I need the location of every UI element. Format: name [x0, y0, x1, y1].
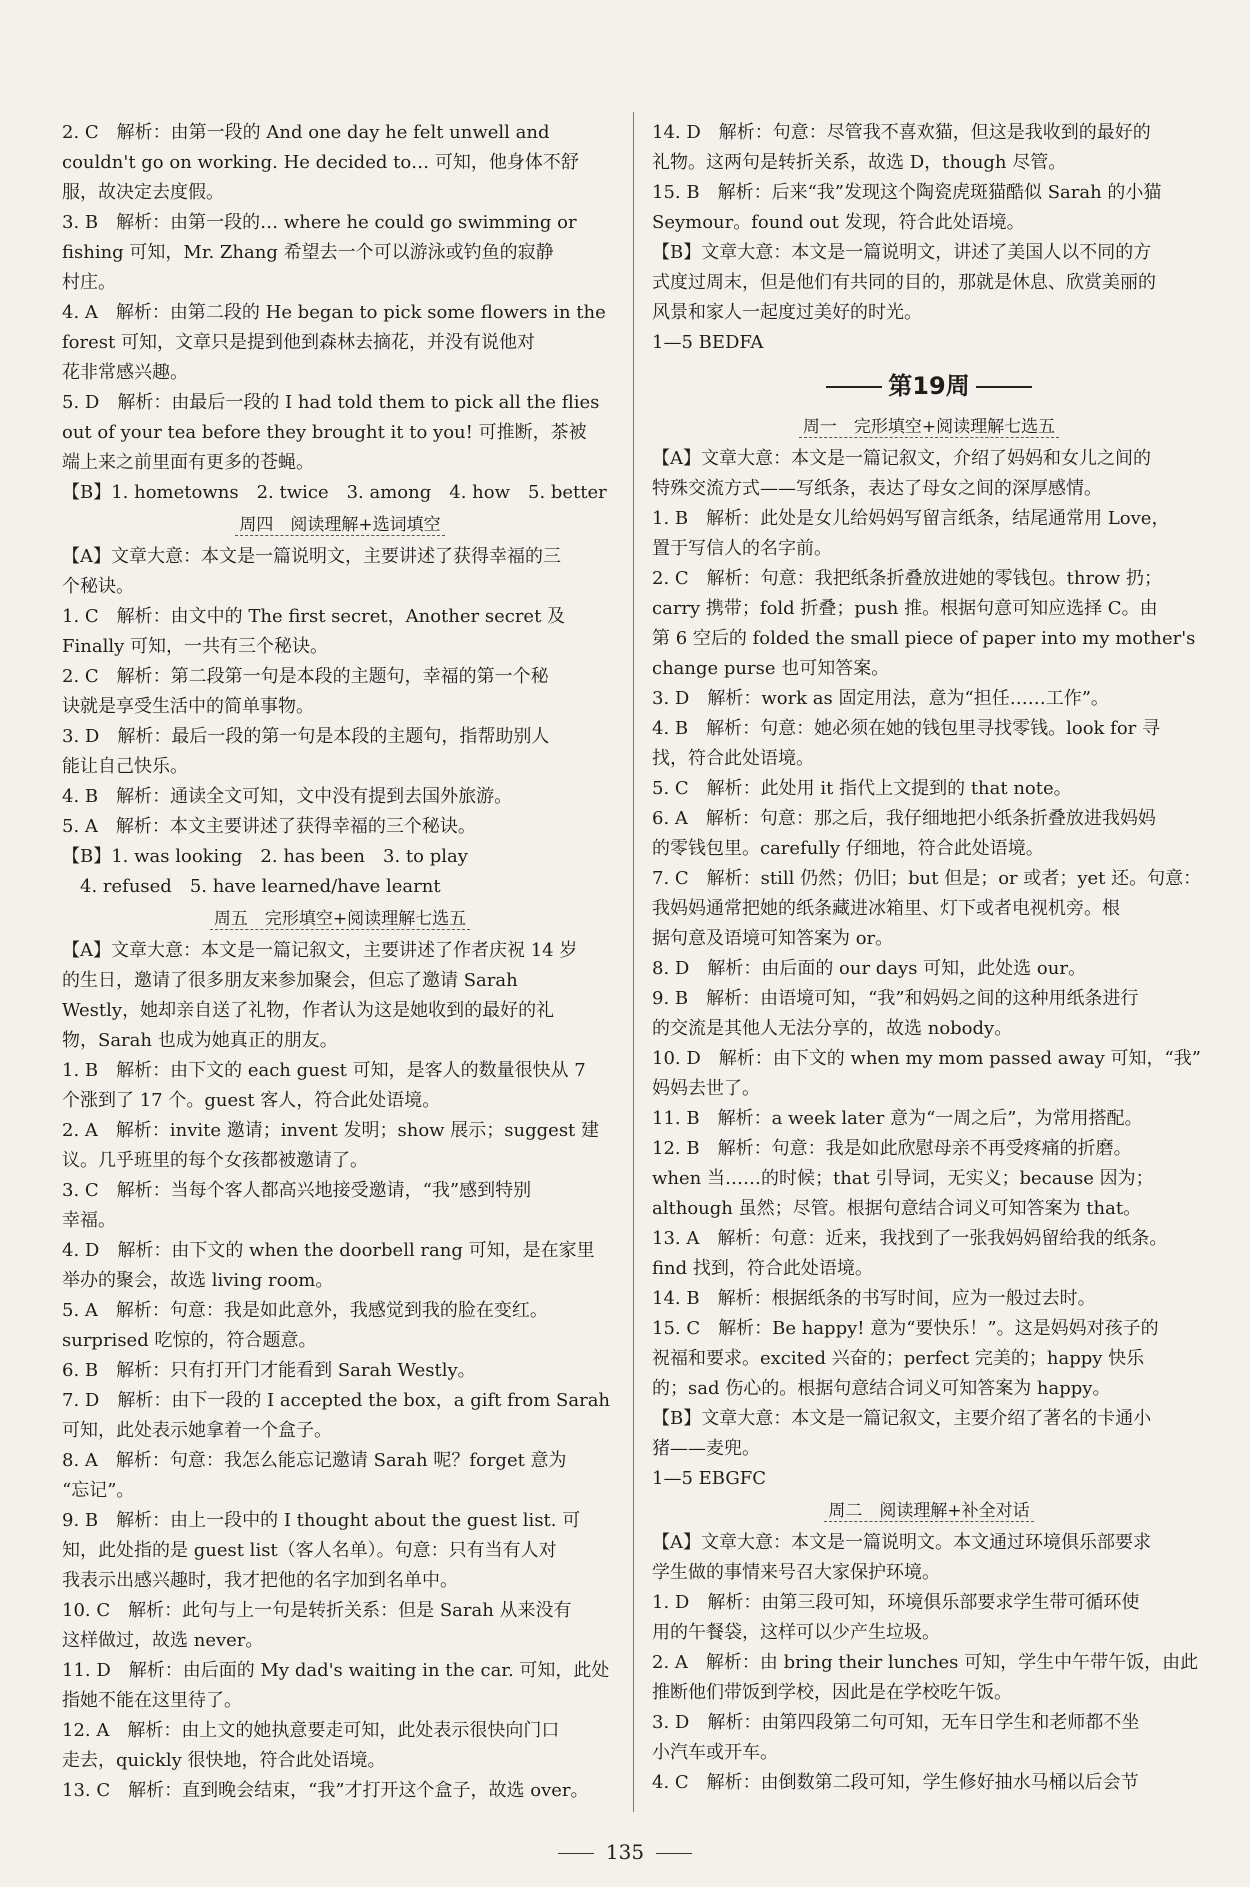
left-column: [62, 118, 618, 1806]
answer-line: when 当……的时候；that 引导词，无实义；because 因为；: [652, 1168, 1154, 1189]
answer-line: Westly，她却亲自送了礼物，作者认为这是她收到的最好的礼: [62, 1000, 555, 1021]
answer-line: 第 6 空后的 folded the small piece of paper into my mother's: [652, 628, 1196, 649]
answer-line: “忘记”。: [62, 1480, 135, 1501]
answer-line: 3. C 解析：当每个客人都高兴地接受邀请，“我”感到特别: [62, 1180, 532, 1201]
answer-line: 祝福和要求。excited 兴奋的；perfect 完美的；happy 快乐: [652, 1348, 1145, 1369]
answer-line: 9. B 解析：由语境可知，“我”和妈妈之间的这种用纸条进行: [652, 988, 1139, 1009]
answer-line: 的零钱包里。carefully 仔细地，符合此处语境。: [652, 838, 1044, 859]
answer-line: couldn't go on working. He decided to… 可知，他身体不舒: [62, 152, 579, 173]
answer-line: 礼物。这两句是转折关系，故选 D，though 尽管。: [652, 152, 1067, 173]
answer-line: 1—5 BEDFA: [652, 332, 764, 353]
answer-line: find 找到，符合此处语境。: [652, 1258, 873, 1279]
week-heading-rule: [826, 386, 882, 388]
answer-line: 1. C 解析：由文中的 The first secret，Another secret 及: [62, 606, 566, 627]
answer-line: 据句意及语境可知答案为 or。: [652, 928, 894, 949]
answer-line: 4. C 解析：由倒数第二段可知，学生修好抽水马桶以后会节: [652, 1772, 1139, 1793]
section-heading: [652, 412, 1206, 442]
answer-line: 议。几乎班里的每个女孩都被邀请了。: [62, 1150, 368, 1171]
week-heading-rule: [976, 386, 1032, 388]
answer-line: 妈妈去世了。: [652, 1078, 760, 1099]
week-heading: [652, 366, 1206, 406]
answer-line: 村庄。: [62, 272, 116, 293]
answer-line: 举办的聚会，故选 living room。: [62, 1270, 334, 1291]
answer-line: 13. A 解析：句意：近来，我找到了一张我妈妈留给我的纸条。: [652, 1228, 1168, 1249]
answer-line: 走去，quickly 很快地，符合此处语境。: [62, 1750, 386, 1771]
answer-line: 8. A 解析：句意：我怎么能忘记邀请 Sarah 呢？forget 意为: [62, 1450, 567, 1471]
section-heading: [62, 510, 618, 540]
answer-line: 7. D 解析：由下一段的 I accepted the box，a gift from Sarah: [62, 1390, 611, 1411]
answer-line: 9. B 解析：由上一段中的 I thought about the guest list. 可: [62, 1510, 581, 1531]
week-heading-text: 第19周: [888, 372, 970, 400]
page-number: [0, 1840, 1250, 1864]
answer-line: 14. B 解析：根据纸条的书写时间，应为一般过去时。: [652, 1288, 1096, 1309]
answer-line: 小汽车或开车。: [652, 1742, 778, 1763]
answer-line: fishing 可知，Mr. Zhang 希望去一个可以游泳或钓鱼的寂静: [62, 242, 554, 263]
answer-line: 11. B 解析：a week later 意为“一周之后”，为常用搭配。: [652, 1108, 1143, 1129]
answer-line: 5. D 解析：由最后一段的 I had told them to pick all the flies: [62, 392, 600, 413]
answer-line: 3. D 解析：由第四段第二句可知，无车日学生和老师都不坐: [652, 1712, 1140, 1733]
answer-line: 2. A 解析：由 bring their lunches 可知，学生中午带午饭，由此: [652, 1652, 1199, 1673]
answer-line: 12. B 解析：句意：我是如此欣慰母亲不再受疼痛的折磨。: [652, 1138, 1132, 1159]
answer-line: 2. A 解析：invite 邀请；invent 发明；show 展示；suggest 建: [62, 1120, 600, 1141]
answer-line: 1. D 解析：由第三段可知，环境俱乐部要求学生带可循环使: [652, 1592, 1140, 1613]
answer-line: 【A】文章大意：本文是一篇记叙文，介绍了妈妈和女儿之间的: [652, 448, 1151, 469]
answer-line: 幸福。: [62, 1210, 116, 1231]
answer-line: 11. D 解析：由后面的 My dad's waiting in the car. 可知，此处: [62, 1660, 610, 1681]
answer-line: 个秘诀。: [62, 576, 134, 597]
answer-line: 风景和家人一起度过美好的时光。: [652, 302, 922, 323]
answer-line: 服，故决定去度假。: [62, 182, 224, 203]
answer-line: 3. B 解析：由第一段的… where he could go swimming or: [62, 212, 577, 233]
answer-line: 4. B 解析：通读全文可知，文中没有提到去国外旅游。: [62, 786, 513, 807]
answer-line: 推断他们带饭到学校，因此是在学校吃午饭。: [652, 1682, 1012, 1703]
answer-line: 用的午餐袋，这样可以少产生垃圾。: [652, 1622, 940, 1643]
answer-line: forest 可知，文章只是提到他到森林去摘花，并没有说他对: [62, 332, 535, 353]
answer-line: 能让自己快乐。: [62, 756, 188, 777]
answer-line: 12. A 解析：由上文的她执意要走可知，此处表示很快向门口: [62, 1720, 560, 1741]
answer-line: 特殊交流方式——写纸条，表达了母女之间的深厚感情。: [652, 478, 1102, 499]
answer-line: Finally 可知，一共有三个秘诀。: [62, 636, 328, 657]
section-heading-text: 周二 阅读理解+补全对话: [824, 1501, 1033, 1522]
right-column: [652, 118, 1206, 1798]
answer-line: 15. B 解析：后来“我”发现这个陶瓷虎斑猫酷似 Sarah 的小猫: [652, 182, 1162, 203]
answer-line: 8. D 解析：由后面的 our days 可知，此处选 our。: [652, 958, 1086, 979]
answer-line: 找，符合此处语境。: [652, 748, 814, 769]
answer-line: 猪——麦兜。: [652, 1438, 760, 1459]
page-number-right-dash: [656, 1853, 692, 1854]
answer-line: 1. B 解析：由下文的 each guest 可知，是客人的数量很快从 7: [62, 1060, 586, 1081]
answer-line: 的生日，邀请了很多朋友来参加聚会，但忘了邀请 Sarah: [62, 970, 518, 991]
answer-line: 学生做的事情来号召大家保护环境。: [652, 1562, 940, 1583]
answer-line: 【A】文章大意：本文是一篇说明文。本文通过环境俱乐部要求: [652, 1532, 1151, 1553]
answer-line: 【B】文章大意：本文是一篇说明文，讲述了美国人以不同的方: [652, 242, 1152, 263]
section-heading-text: 周一 完形填空+阅读理解七选五: [799, 417, 1059, 438]
section-heading-text: 周四 阅读理解+选词填空: [235, 515, 444, 536]
answer-line: 4. D 解析：由下文的 when the doorbell rang 可知，是在家里: [62, 1240, 595, 1261]
answer-line: 【A】文章大意：本文是一篇说明文，主要讲述了获得幸福的三: [62, 546, 561, 567]
answer-line: 【B】文章大意：本文是一篇记叙文，主要介绍了著名的卡通小: [652, 1408, 1152, 1429]
answer-line: 6. A 解析：句意：那之后，我仔细地把小纸条折叠放进我妈妈: [652, 808, 1156, 829]
answer-line: change purse 也可知答案。: [652, 658, 890, 679]
answer-line: 10. C 解析：此句与上一句是转折关系：但是 Sarah 从来没有: [62, 1600, 572, 1621]
answer-line: 1—5 EBGFC: [652, 1468, 766, 1489]
answer-line: 可知，此处表示她拿着一个盒子。: [62, 1420, 332, 1441]
answer-line: surprised 吃惊的，符合题意。: [62, 1330, 317, 1351]
answer-line: 4. A 解析：由第二段的 He began to pick some flowers in the: [62, 302, 606, 323]
answer-line: 3. D 解析：最后一段的第一句是本段的主题句，指帮助别人: [62, 726, 550, 747]
answer-line: 的交流是其他人无法分享的，故选 nobody。: [652, 1018, 1013, 1039]
answer-line: 【A】文章大意：本文是一篇记叙文，主要讲述了作者庆祝 14 岁: [62, 940, 578, 961]
answer-line: Seymour。found out 发现，符合此处语境。: [652, 212, 1025, 233]
answer-line: 的；sad 伤心的。根据句意结合词义可知答案为 happy。: [652, 1378, 1111, 1399]
answer-line: 15. C 解析：Be happy! 意为“要快乐！”。这是妈妈对孩子的: [652, 1318, 1159, 1339]
answer-line: 我表示出感兴趣时，我才把他的名字加到名单中。: [62, 1570, 458, 1591]
answer-line: 2. C 解析：句意：我把纸条折叠放进她的零钱包。throw 扔；: [652, 568, 1163, 589]
section-heading: [652, 1496, 1206, 1526]
answer-line: 4. refused 5. have learned/have learnt: [62, 876, 441, 897]
answer-line: 指她不能在这里待了。: [62, 1690, 242, 1711]
answer-line: 1. B 解析：此处是女儿给妈妈写留言纸条，结尾通常用 Love，: [652, 508, 1170, 529]
answer-line: 端上来之前里面有更多的苍蝇。: [62, 452, 314, 473]
answer-line: 2. C 解析：由第一段的 And one day he felt unwell and: [62, 122, 550, 143]
answer-line: 个涨到了 17 个。guest 客人，符合此处语境。: [62, 1090, 441, 1111]
answer-line: 5. A 解析：句意：我是如此意外，我感觉到我的脸在变红。: [62, 1300, 548, 1321]
column-divider: [633, 112, 634, 1812]
answer-line: 7. C 解析：still 仍然；仍旧；but 但是；or 或者；yet 还。句意：: [652, 868, 1202, 889]
answer-line: 我妈妈通常把她的纸条藏进冰箱里、灯下或者电视机旁。根: [652, 898, 1120, 919]
answer-line: 置于写信人的名字前。: [652, 538, 832, 559]
answer-line: 式度过周末，但是他们有共同的目的，那就是休息、欣赏美丽的: [652, 272, 1156, 293]
answer-line: out of your tea before they brought it to you! 可推断，茶被: [62, 422, 587, 443]
answer-line: 6. B 解析：只有打开门才能看到 Sarah Westly。: [62, 1360, 476, 1381]
answer-line: 14. D 解析：句意：尽管我不喜欢猫，但这是我收到的最好的: [652, 122, 1151, 143]
answer-line: 诀就是享受生活中的简单事物。: [62, 696, 314, 717]
answer-line: 花非常感兴趣。: [62, 362, 188, 383]
answer-line: 【B】1. was looking 2. has been 3. to play: [62, 846, 468, 867]
answer-line: 2. C 解析：第二段第一句是本段的主题句，幸福的第一个秘: [62, 666, 549, 687]
page-number-text: 135: [605, 1840, 645, 1864]
answer-line: 10. D 解析：由下文的 when my mom passed away 可知，“我”: [652, 1048, 1201, 1069]
answer-line: 3. D 解析：work as 固定用法，意为“担任……工作”。: [652, 688, 1109, 709]
answer-line: 4. B 解析：句意：她必须在她的钱包里寻找零钱。look for 寻: [652, 718, 1161, 739]
answer-line: although 虽然；尽管。根据句意结合词义可知答案为 that。: [652, 1198, 1142, 1219]
answer-line: 【B】1. hometowns 2. twice 3. among 4. how 5. better: [62, 482, 607, 503]
answer-line: 知，此处指的是 guest list（客人名单）。句意：只有当有人对: [62, 1540, 557, 1561]
answer-line: 5. C 解析：此处用 it 指代上文提到的 that note。: [652, 778, 1072, 799]
section-heading: [62, 904, 618, 934]
answer-line: carry 携带；fold 折叠；push 推。根据句意可知应选择 C。由: [652, 598, 1158, 619]
section-heading-text: 周五 完形填空+阅读理解七选五: [210, 909, 470, 930]
answer-line: 13. C 解析：直到晚会结束，“我”才打开这个盒子，故选 over。: [62, 1780, 589, 1801]
answer-line: 这样做过，故选 never。: [62, 1630, 264, 1651]
answer-line: 5. A 解析：本文主要讲述了获得幸福的三个秘诀。: [62, 816, 476, 837]
answer-line: 物，Sarah 也成为她真正的朋友。: [62, 1030, 338, 1051]
page-number-left-dash: [558, 1853, 594, 1854]
